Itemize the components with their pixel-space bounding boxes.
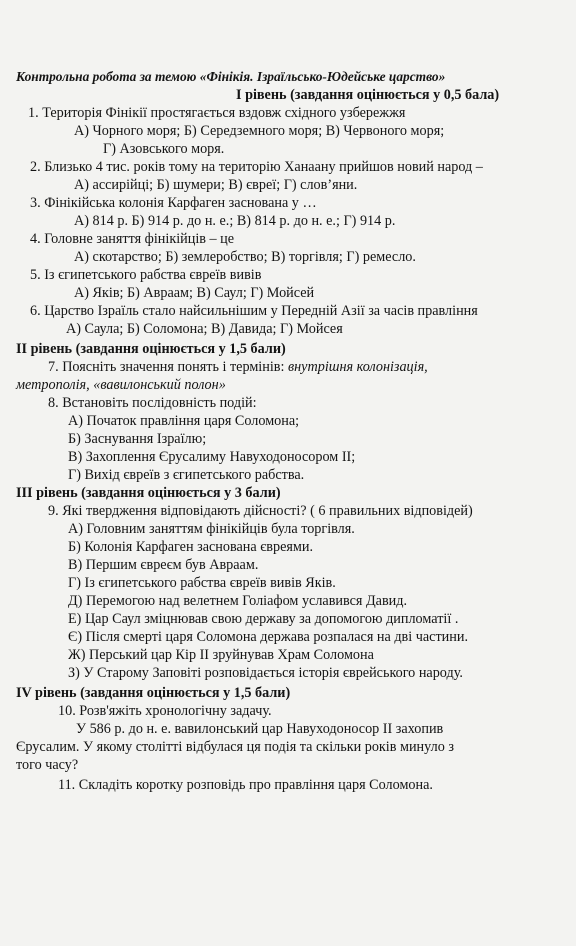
- question-1: 1. Територія Фінікії простягається вздовж східного узбережжя: [28, 105, 406, 121]
- question-3: 3. Фінікійська колонія Карфаген заснована у …: [30, 195, 317, 211]
- question-9-option-7: Є) Після смерті царя Соломона держава розпалася на дві частини.: [68, 629, 468, 645]
- question-7-text: 7. Поясніть значення понять і термінів:: [48, 359, 288, 375]
- question-10-line-1: У 586 р. до н. е. вавилонський цар Навуходоносор ІІ захопив: [76, 721, 444, 737]
- question-7-terms-cont: метрополія, «вавилонський полон»: [16, 377, 226, 393]
- level4-heading: ІV рівень (завдання оцінюється у 1,5 бали): [16, 685, 291, 701]
- question-6: 6. Царство Ізраїль стало найсильнішим у Передній Азії за часів правління: [30, 303, 478, 319]
- question-10-line-3: того часу?: [16, 757, 79, 773]
- level1-heading: І рівень (завдання оцінюється у 0,5 бала): [236, 87, 500, 103]
- question-9-option-9: З) У Старому Заповіті розповідається історія єврейського народу.: [68, 665, 463, 681]
- question-7: [48, 358, 428, 376]
- question-5-options: А) Яків; Б) Авраам; В) Саул; Г) Мойсей: [74, 285, 315, 301]
- question-6-options: А) Саула; Б) Соломона; В) Давида; Г) Мойсея: [66, 321, 343, 337]
- question-4-options: А) скотарство; Б) землеробство; В) торгівля; Г) ремесло.: [74, 249, 416, 265]
- question-1-options: А) Чорного моря; Б) Середземного моря; В) Червоного моря;: [74, 123, 445, 139]
- question-8-option-a: А) Початок правління царя Соломона;: [68, 413, 300, 429]
- question-2-options: А) ассирійці; Б) шумери; В) євреї; Г) слов’яни.: [74, 177, 358, 193]
- question-9-option-4: Г) Із єгипетського рабства євреїв вивів Яків.: [68, 575, 336, 591]
- question-9-option-2: Б) Колонія Карфаген заснована євреями.: [68, 539, 314, 555]
- question-8: 8. Встановіть послідовність подій:: [48, 395, 257, 411]
- question-11: 11. Складіть коротку розповідь про правління царя Соломона.: [58, 777, 433, 793]
- level3-heading: ІІІ рівень (завдання оцінюється у 3 бали): [16, 485, 281, 501]
- question-8-option-b: Б) Заснування Ізраїлю;: [68, 431, 207, 447]
- question-9-option-6: Е) Цар Саул зміцнював свою державу за допомогою дипломатії .: [68, 611, 459, 627]
- question-8-option-c: В) Захоплення Єрусалиму Навуходоносором ІІ;: [68, 449, 356, 465]
- question-8-option-d: Г) Вихід євреїв з єгипетського рабства.: [68, 467, 305, 483]
- level2-heading: ІІ рівень (завдання оцінюється у 1,5 бали): [16, 341, 286, 357]
- question-9-option-3: В) Першим євреєм був Авраам.: [68, 557, 259, 573]
- document-title: Контрольна робота за темою «Фінікія. Ізраїльсько-Юдейське царство»: [16, 69, 446, 84]
- question-7-terms: внутрішня колонізація,: [287, 359, 428, 375]
- question-4: 4. Головне заняття фінікійців – це: [30, 231, 235, 247]
- question-5: 5. Із єгипетського рабства євреїв вивів: [30, 267, 262, 283]
- question-1-options-cont: Г) Азовського моря.: [103, 141, 225, 157]
- question-9: 9. Які твердження відповідають дійсності? ( 6 правильних відповідей): [48, 503, 473, 519]
- question-9-option-1: А) Головним заняттям фінікійців була торгівля.: [68, 521, 355, 537]
- question-2: 2. Близько 4 тис. років тому на територію Ханаану прийшов новий народ –: [30, 159, 483, 175]
- question-10-line-2: Єрусалим. У якому столітті відбулася ця подія та скільки років минуло з: [16, 739, 454, 755]
- question-3-options: А) 814 р. Б) 914 р. до н. е.; В) 814 р. до н. е.; Г) 914 р.: [74, 213, 396, 229]
- question-9-option-8: Ж) Перський цар Кір ІІ зруйнував Храм Соломона: [68, 647, 374, 663]
- question-10: 10. Розв'яжіть хронологічну задачу.: [58, 703, 272, 719]
- question-9-option-5: Д) Перемогою над велетнем Голіафом уславився Давид.: [68, 593, 408, 609]
